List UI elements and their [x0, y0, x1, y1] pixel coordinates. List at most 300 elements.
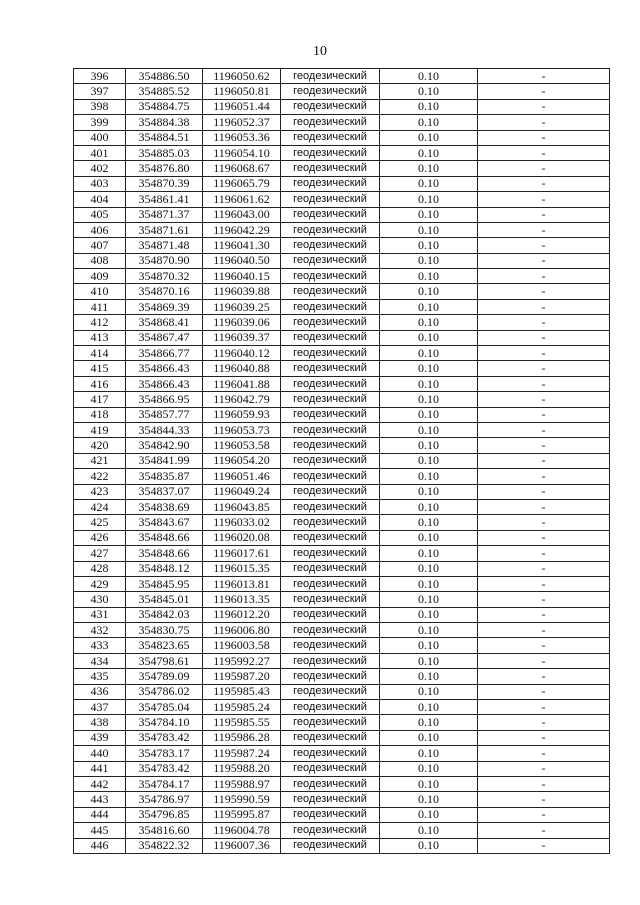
y-coordinate-cell: 1196043.00 — [203, 207, 281, 222]
accuracy-cell: 0.10 — [380, 592, 478, 607]
method-cell: геодезический — [281, 546, 380, 561]
table-row — [74, 130, 610, 145]
y-coordinate-cell: 1196041.30 — [203, 238, 281, 253]
y-coordinate-cell: 1196013.35 — [203, 592, 281, 607]
note-cell: - — [478, 684, 610, 699]
table-row — [74, 792, 610, 807]
accuracy-cell: 0.10 — [380, 269, 478, 284]
accuracy-cell: 0.10 — [380, 761, 478, 776]
method-cell: геодезический — [281, 607, 380, 622]
x-coordinate-cell: 354884.75 — [126, 99, 203, 114]
method-cell: геодезический — [281, 284, 380, 299]
point-number-cell: 429 — [74, 576, 126, 591]
table-row — [74, 838, 610, 853]
point-number-cell: 405 — [74, 207, 126, 222]
method-cell: геодезический — [281, 653, 380, 668]
accuracy-cell: 0.10 — [380, 684, 478, 699]
accuracy-cell: 0.10 — [380, 315, 478, 330]
point-number-cell: 397 — [74, 84, 126, 99]
table-row — [74, 422, 610, 437]
note-cell: - — [478, 715, 610, 730]
y-coordinate-cell: 1196020.08 — [203, 530, 281, 545]
table-row — [74, 361, 610, 376]
note-cell: - — [478, 546, 610, 561]
y-coordinate-cell: 1196017.61 — [203, 546, 281, 561]
table-row — [74, 746, 610, 761]
y-coordinate-cell: 1196033.02 — [203, 515, 281, 530]
method-cell: геодезический — [281, 361, 380, 376]
note-cell: - — [478, 407, 610, 422]
method-cell: геодезический — [281, 561, 380, 576]
accuracy-cell: 0.10 — [380, 576, 478, 591]
point-number-cell: 407 — [74, 238, 126, 253]
method-cell: геодезический — [281, 623, 380, 638]
method-cell: геодезический — [281, 315, 380, 330]
point-number-cell: 436 — [74, 684, 126, 699]
y-coordinate-cell: 1196012.20 — [203, 607, 281, 622]
table-row — [74, 392, 610, 407]
table-row — [74, 592, 610, 607]
table-row — [74, 253, 610, 268]
x-coordinate-cell: 354861.41 — [126, 192, 203, 207]
method-cell: геодезический — [281, 715, 380, 730]
method-cell: геодезический — [281, 499, 380, 514]
y-coordinate-cell: 1196052.37 — [203, 115, 281, 130]
x-coordinate-cell: 354844.33 — [126, 422, 203, 437]
point-number-cell: 426 — [74, 530, 126, 545]
point-number-cell: 406 — [74, 222, 126, 237]
table-row — [74, 438, 610, 453]
accuracy-cell: 0.10 — [380, 776, 478, 791]
x-coordinate-cell: 354870.32 — [126, 269, 203, 284]
note-cell: - — [478, 561, 610, 576]
x-coordinate-cell: 354884.51 — [126, 130, 203, 145]
point-number-cell: 416 — [74, 376, 126, 391]
y-coordinate-cell: 1195985.55 — [203, 715, 281, 730]
note-cell: - — [478, 638, 610, 653]
note-cell: - — [478, 99, 610, 114]
point-number-cell: 420 — [74, 438, 126, 453]
accuracy-cell: 0.10 — [380, 161, 478, 176]
x-coordinate-cell: 354842.90 — [126, 438, 203, 453]
note-cell: - — [478, 284, 610, 299]
accuracy-cell: 0.10 — [380, 484, 478, 499]
y-coordinate-cell: 1195987.20 — [203, 669, 281, 684]
table-row — [74, 330, 610, 345]
table-row — [74, 807, 610, 822]
method-cell: геодезический — [281, 99, 380, 114]
accuracy-cell: 0.10 — [380, 361, 478, 376]
note-cell: - — [478, 730, 610, 745]
x-coordinate-cell: 354845.95 — [126, 576, 203, 591]
point-number-cell: 414 — [74, 346, 126, 361]
accuracy-cell: 0.10 — [380, 115, 478, 130]
y-coordinate-cell: 1196040.12 — [203, 346, 281, 361]
point-number-cell: 422 — [74, 469, 126, 484]
method-cell: геодезический — [281, 730, 380, 745]
table-row — [74, 222, 610, 237]
accuracy-cell: 0.10 — [380, 838, 478, 853]
point-number-cell: 410 — [74, 284, 126, 299]
note-cell: - — [478, 484, 610, 499]
table-row — [74, 515, 610, 530]
method-cell: геодезический — [281, 207, 380, 222]
x-coordinate-cell: 354798.61 — [126, 653, 203, 668]
x-coordinate-cell: 354783.17 — [126, 746, 203, 761]
method-cell: геодезический — [281, 192, 380, 207]
accuracy-cell: 0.10 — [380, 453, 478, 468]
x-coordinate-cell: 354841.99 — [126, 453, 203, 468]
table-row — [74, 376, 610, 391]
point-number-cell: 424 — [74, 499, 126, 514]
note-cell: - — [478, 238, 610, 253]
method-cell: геодезический — [281, 269, 380, 284]
point-number-cell: 425 — [74, 515, 126, 530]
method-cell: геодезический — [281, 823, 380, 838]
method-cell: геодезический — [281, 838, 380, 853]
x-coordinate-cell: 354783.42 — [126, 730, 203, 745]
table-row — [74, 484, 610, 499]
x-coordinate-cell: 354866.43 — [126, 361, 203, 376]
y-coordinate-cell: 1196039.25 — [203, 299, 281, 314]
method-cell: геодезический — [281, 746, 380, 761]
x-coordinate-cell: 354830.75 — [126, 623, 203, 638]
method-cell: геодезический — [281, 238, 380, 253]
table-row — [74, 715, 610, 730]
note-cell: - — [478, 130, 610, 145]
table-row — [74, 284, 610, 299]
method-cell: геодезический — [281, 130, 380, 145]
x-coordinate-cell: 354789.09 — [126, 669, 203, 684]
y-coordinate-cell: 1196068.67 — [203, 161, 281, 176]
y-coordinate-cell: 1196051.46 — [203, 469, 281, 484]
y-coordinate-cell: 1195992.27 — [203, 653, 281, 668]
table-row — [74, 161, 610, 176]
x-coordinate-cell: 354871.48 — [126, 238, 203, 253]
y-coordinate-cell: 1196053.73 — [203, 422, 281, 437]
y-coordinate-cell: 1196053.36 — [203, 130, 281, 145]
accuracy-cell: 0.10 — [380, 561, 478, 576]
table-row — [74, 84, 610, 99]
table-row — [74, 653, 610, 668]
note-cell: - — [478, 161, 610, 176]
note-cell: - — [478, 176, 610, 191]
note-cell: - — [478, 222, 610, 237]
point-number-cell: 439 — [74, 730, 126, 745]
method-cell: геодезический — [281, 484, 380, 499]
accuracy-cell: 0.10 — [380, 700, 478, 715]
y-coordinate-cell: 1196040.15 — [203, 269, 281, 284]
y-coordinate-cell: 1195987.24 — [203, 746, 281, 761]
method-cell: геодезический — [281, 776, 380, 791]
point-number-cell: 427 — [74, 546, 126, 561]
accuracy-cell: 0.10 — [380, 84, 478, 99]
table-row — [74, 238, 610, 253]
point-number-cell: 400 — [74, 130, 126, 145]
x-coordinate-cell: 354866.77 — [126, 346, 203, 361]
x-coordinate-cell: 354784.10 — [126, 715, 203, 730]
y-coordinate-cell: 1195986.28 — [203, 730, 281, 745]
accuracy-cell: 0.10 — [380, 807, 478, 822]
y-coordinate-cell: 1196004.78 — [203, 823, 281, 838]
point-number-cell: 432 — [74, 623, 126, 638]
note-cell: - — [478, 115, 610, 130]
accuracy-cell: 0.10 — [380, 730, 478, 745]
method-cell: геодезический — [281, 638, 380, 653]
table-row — [74, 776, 610, 791]
method-cell: геодезический — [281, 253, 380, 268]
point-number-cell: 401 — [74, 145, 126, 160]
note-cell: - — [478, 653, 610, 668]
y-coordinate-cell: 1196007.36 — [203, 838, 281, 853]
page-number: 10 — [313, 44, 327, 59]
x-coordinate-cell: 354838.69 — [126, 499, 203, 514]
accuracy-cell: 0.10 — [380, 546, 478, 561]
note-cell: - — [478, 269, 610, 284]
table-row — [74, 469, 610, 484]
x-coordinate-cell: 354876.80 — [126, 161, 203, 176]
y-coordinate-cell: 1196059.93 — [203, 407, 281, 422]
method-cell: геодезический — [281, 407, 380, 422]
table-row — [74, 730, 610, 745]
point-number-cell: 417 — [74, 392, 126, 407]
accuracy-cell: 0.10 — [380, 222, 478, 237]
x-coordinate-cell: 354784.17 — [126, 776, 203, 791]
point-number-cell: 441 — [74, 761, 126, 776]
table-row — [74, 499, 610, 514]
point-number-cell: 412 — [74, 315, 126, 330]
x-coordinate-cell: 354857.77 — [126, 407, 203, 422]
x-coordinate-cell: 354816.60 — [126, 823, 203, 838]
note-cell: - — [478, 253, 610, 268]
accuracy-cell: 0.10 — [380, 515, 478, 530]
point-number-cell: 409 — [74, 269, 126, 284]
x-coordinate-cell: 354783.42 — [126, 761, 203, 776]
table-row — [74, 761, 610, 776]
point-number-cell: 433 — [74, 638, 126, 653]
note-cell: - — [478, 823, 610, 838]
note-cell: - — [478, 792, 610, 807]
table-row — [74, 315, 610, 330]
x-coordinate-cell: 354837.07 — [126, 484, 203, 499]
accuracy-cell: 0.10 — [380, 623, 478, 638]
point-number-cell: 413 — [74, 330, 126, 345]
y-coordinate-cell: 1196039.88 — [203, 284, 281, 299]
point-number-cell: 398 — [74, 99, 126, 114]
method-cell: геодезический — [281, 469, 380, 484]
x-coordinate-cell: 354796.85 — [126, 807, 203, 822]
y-coordinate-cell: 1195988.97 — [203, 776, 281, 791]
x-coordinate-cell: 354870.90 — [126, 253, 203, 268]
accuracy-cell: 0.10 — [380, 530, 478, 545]
table-row — [74, 115, 610, 130]
x-coordinate-cell: 354885.52 — [126, 84, 203, 99]
y-coordinate-cell: 1196050.62 — [203, 69, 281, 84]
y-coordinate-cell: 1195990.59 — [203, 792, 281, 807]
y-coordinate-cell: 1196041.88 — [203, 376, 281, 391]
y-coordinate-cell: 1196061.62 — [203, 192, 281, 207]
x-coordinate-cell: 354871.37 — [126, 207, 203, 222]
table-row — [74, 823, 610, 838]
accuracy-cell: 0.10 — [380, 653, 478, 668]
method-cell: геодезический — [281, 684, 380, 699]
y-coordinate-cell: 1196039.06 — [203, 315, 281, 330]
accuracy-cell: 0.10 — [380, 669, 478, 684]
note-cell: - — [478, 499, 610, 514]
x-coordinate-cell: 354870.39 — [126, 176, 203, 191]
note-cell: - — [478, 422, 610, 437]
x-coordinate-cell: 354843.67 — [126, 515, 203, 530]
x-coordinate-cell: 354884.38 — [126, 115, 203, 130]
accuracy-cell: 0.10 — [380, 284, 478, 299]
table-row — [74, 207, 610, 222]
note-cell: - — [478, 299, 610, 314]
x-coordinate-cell: 354785.04 — [126, 700, 203, 715]
table-row — [74, 638, 610, 653]
accuracy-cell: 0.10 — [380, 130, 478, 145]
method-cell: геодезический — [281, 346, 380, 361]
y-coordinate-cell: 1195985.24 — [203, 700, 281, 715]
y-coordinate-cell: 1196049.24 — [203, 484, 281, 499]
method-cell: геодезический — [281, 669, 380, 684]
note-cell: - — [478, 776, 610, 791]
point-number-cell: 431 — [74, 607, 126, 622]
table-row — [74, 576, 610, 591]
point-number-cell: 440 — [74, 746, 126, 761]
note-cell: - — [478, 530, 610, 545]
accuracy-cell: 0.10 — [380, 792, 478, 807]
note-cell: - — [478, 438, 610, 453]
note-cell: - — [478, 576, 610, 591]
method-cell: геодезический — [281, 530, 380, 545]
accuracy-cell: 0.10 — [380, 192, 478, 207]
method-cell: геодезический — [281, 392, 380, 407]
point-number-cell: 419 — [74, 422, 126, 437]
note-cell: - — [478, 469, 610, 484]
note-cell: - — [478, 453, 610, 468]
y-coordinate-cell: 1196015.35 — [203, 561, 281, 576]
x-coordinate-cell: 354868.41 — [126, 315, 203, 330]
note-cell: - — [478, 592, 610, 607]
method-cell: геодезический — [281, 115, 380, 130]
accuracy-cell: 0.10 — [380, 376, 478, 391]
accuracy-cell: 0.10 — [380, 823, 478, 838]
table-row — [74, 623, 610, 638]
x-coordinate-cell: 354835.87 — [126, 469, 203, 484]
accuracy-cell: 0.10 — [380, 207, 478, 222]
accuracy-cell: 0.10 — [380, 607, 478, 622]
point-number-cell: 421 — [74, 453, 126, 468]
method-cell: геодезический — [281, 330, 380, 345]
point-number-cell: 418 — [74, 407, 126, 422]
note-cell: - — [478, 361, 610, 376]
note-cell: - — [478, 515, 610, 530]
x-coordinate-cell: 354845.01 — [126, 592, 203, 607]
accuracy-cell: 0.10 — [380, 69, 478, 84]
note-cell: - — [478, 623, 610, 638]
accuracy-cell: 0.10 — [380, 145, 478, 160]
y-coordinate-cell: 1196042.29 — [203, 222, 281, 237]
note-cell: - — [478, 346, 610, 361]
table-row — [74, 176, 610, 191]
y-coordinate-cell: 1196040.50 — [203, 253, 281, 268]
method-cell: геодезический — [281, 592, 380, 607]
method-cell: геодезический — [281, 792, 380, 807]
x-coordinate-cell: 354866.43 — [126, 376, 203, 391]
table-row — [74, 269, 610, 284]
accuracy-cell: 0.10 — [380, 238, 478, 253]
table-row — [74, 669, 610, 684]
method-cell: геодезический — [281, 176, 380, 191]
note-cell: - — [478, 838, 610, 853]
table-row — [74, 453, 610, 468]
x-coordinate-cell: 354869.39 — [126, 299, 203, 314]
method-cell: геодезический — [281, 84, 380, 99]
x-coordinate-cell: 354848.12 — [126, 561, 203, 576]
x-coordinate-cell: 354848.66 — [126, 530, 203, 545]
accuracy-cell: 0.10 — [380, 392, 478, 407]
note-cell: - — [478, 376, 610, 391]
method-cell: геодезический — [281, 145, 380, 160]
y-coordinate-cell: 1196043.85 — [203, 499, 281, 514]
table-row — [74, 145, 610, 160]
table-row — [74, 684, 610, 699]
note-cell: - — [478, 330, 610, 345]
method-cell: геодезический — [281, 515, 380, 530]
point-number-cell: 446 — [74, 838, 126, 853]
point-number-cell: 408 — [74, 253, 126, 268]
point-number-cell: 437 — [74, 700, 126, 715]
note-cell: - — [478, 315, 610, 330]
table-row — [74, 192, 610, 207]
method-cell: геодезический — [281, 376, 380, 391]
method-cell: геодезический — [281, 299, 380, 314]
x-coordinate-cell: 354822.32 — [126, 838, 203, 853]
note-cell: - — [478, 145, 610, 160]
table-row — [74, 69, 610, 84]
x-coordinate-cell: 354867.47 — [126, 330, 203, 345]
y-coordinate-cell: 1196042.79 — [203, 392, 281, 407]
method-cell: геодезический — [281, 761, 380, 776]
table-row — [74, 407, 610, 422]
x-coordinate-cell: 354885.03 — [126, 145, 203, 160]
point-number-cell: 396 — [74, 69, 126, 84]
note-cell: - — [478, 84, 610, 99]
table-row — [74, 346, 610, 361]
point-number-cell: 428 — [74, 561, 126, 576]
table-row — [74, 607, 610, 622]
table-row — [74, 99, 610, 114]
note-cell: - — [478, 207, 610, 222]
point-number-cell: 404 — [74, 192, 126, 207]
table-row — [74, 546, 610, 561]
y-coordinate-cell: 1196054.20 — [203, 453, 281, 468]
point-number-cell: 415 — [74, 361, 126, 376]
point-number-cell: 444 — [74, 807, 126, 822]
accuracy-cell: 0.10 — [380, 176, 478, 191]
accuracy-cell: 0.10 — [380, 638, 478, 653]
point-number-cell: 411 — [74, 299, 126, 314]
accuracy-cell: 0.10 — [380, 330, 478, 345]
accuracy-cell: 0.10 — [380, 99, 478, 114]
note-cell: - — [478, 669, 610, 684]
x-coordinate-cell: 354871.61 — [126, 222, 203, 237]
coordinates-table — [73, 68, 610, 854]
y-coordinate-cell: 1196054.10 — [203, 145, 281, 160]
point-number-cell: 438 — [74, 715, 126, 730]
accuracy-cell: 0.10 — [380, 299, 478, 314]
note-cell: - — [478, 607, 610, 622]
